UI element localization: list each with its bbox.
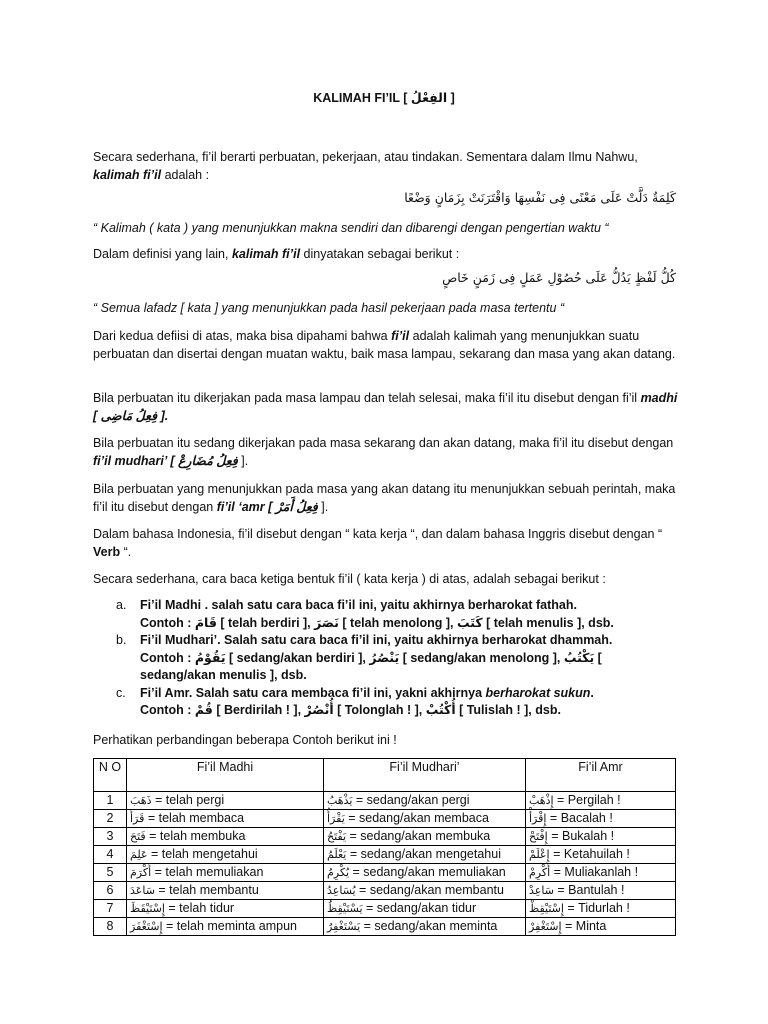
row-number: 7 <box>106 901 114 915</box>
page-title: KALIMAH FI’IL [ الفِعْلُ ] <box>313 91 455 105</box>
comparison-table <box>93 758 676 936</box>
definition-intro-term: kalimah fi’il <box>231 247 301 261</box>
table-cell <box>526 810 676 828</box>
amr-meaning: = Ketahuilah ! <box>549 847 630 861</box>
madhi-meaning: = telah pergi <box>151 793 225 807</box>
list-item-example: Contoh : قَامَ [ telah berdiri ], نَصَرَ [ telah menolong ], كَتَبَ [ telah menulis ], dsb. <box>140 615 614 630</box>
mudhari-meaning: = sedang/akan mengetahui <box>346 847 501 861</box>
list-item-title: Fi’il Madhi . salah satu cara baca fi’il ini, yaitu akhirnya berharokat fathah. <box>140 598 577 612</box>
row-number: 8 <box>106 919 114 933</box>
intro-rest: adalah : <box>161 168 210 182</box>
mudhari-term: fi’il mudhari’ [ فِعِلُ مُضَارِعْ <box>93 454 238 468</box>
mudhari-meaning: = sedang/akan membantu <box>355 883 504 897</box>
amr-arabic: إِسْتَيْقِظْ <box>529 902 564 915</box>
translation-1-text: “ Kalimah ( kata ) yang menunjukkan makna sendiri dan dibarengi dengan pengertian waktu “ <box>93 221 609 235</box>
amr-arabic: إِفْتَحْ <box>529 830 548 843</box>
list-item-title: Fi’il Mudhari’. Salah satu cara baca fi’il ini, yaitu akhirnya berharokat dhammah. <box>140 633 613 647</box>
conclusion-paragraph <box>93 327 678 363</box>
table-row <box>94 900 676 918</box>
row-number: 1 <box>106 793 114 807</box>
row-number: 4 <box>106 847 114 861</box>
intro-paragraph <box>93 148 678 184</box>
amr-arabic: أَكْرِمْ <box>529 866 551 879</box>
indonesian-paragraph <box>93 525 678 561</box>
mudhari-meaning: = sedang/akan meminta <box>360 919 498 933</box>
table-cell <box>127 882 324 900</box>
madhi-term: madhi [ فِعِلُ مَاضِى ]. <box>93 391 678 423</box>
table-row <box>94 882 676 900</box>
table-row <box>94 846 676 864</box>
arabic-definition-2: كُلُّ لَفْظٍ يَدُلُّ عَلَى حُصُوْلِ عَمَلٍ فِى زَمَنٍ خَاصٍ <box>442 270 676 285</box>
madhi-meaning: = telah memuliakan <box>151 865 264 879</box>
intro-text: Secara sederhana, fi’il berarti perbuatan, pekerjaan, atau tindakan. Sementara dalam Ilmu Nahwu, <box>93 150 638 164</box>
mudhari-text: Bila perbuatan itu sedang dikerjakan pada masa sekarang dan akan datang, maka fi’il itu disebut dengan <box>93 436 674 450</box>
mudhari-end: ]. <box>237 454 249 468</box>
conclusion-a: Dari kedua defiisi di atas, maka bisa dipahami bahwa <box>93 329 392 343</box>
table-cell <box>94 846 127 864</box>
amr-meaning: = Muliakanlah ! <box>550 865 639 879</box>
amr-arabic: سَاعِدْ <box>529 884 554 897</box>
madhi-arabic: سَاعَدَ <box>130 884 155 897</box>
header-amr: Fi’il Amr <box>526 759 676 792</box>
table-cell <box>127 864 324 882</box>
table-cell <box>324 828 526 846</box>
list-item <box>116 632 676 685</box>
amr-end: ]. <box>317 500 329 514</box>
list-item-title <box>140 685 676 703</box>
madhi-arabic: ذَهَبَ <box>130 794 152 807</box>
table-cell <box>526 792 676 810</box>
header-mudhari: Fi’il Mudhari’ <box>324 759 526 792</box>
table-row <box>94 810 676 828</box>
amr-meaning: = Bantulah ! <box>553 883 625 897</box>
mudhari-meaning: = sedang/akan memuliakan <box>349 865 506 879</box>
madhi-text: Bila perbuatan itu dikerjakan pada masa lampau dan telah selesai, maka fi’il itu disebut dengan fi’il <box>93 391 641 405</box>
table-cell <box>94 900 127 918</box>
madhi-paragraph <box>93 389 678 425</box>
table-row <box>94 918 676 936</box>
reading-intro: Secara sederhana, cara baca ketiga bentuk fi’il ( kata kerja ) di atas, adalah sebagai berikut : <box>93 572 606 586</box>
table-cell <box>94 792 127 810</box>
madhi-meaning: = telah meminta ampun <box>162 919 297 933</box>
madhi-meaning: = telah membuka <box>145 829 246 843</box>
madhi-arabic: أَكْرَمَ <box>130 866 152 879</box>
list-item-title-a: Fi’il Amr. Salah satu cara membaca fi’il ini, yakni akhirnya <box>140 685 486 700</box>
madhi-arabic: فَتَحَ <box>130 830 146 843</box>
list-marker: a. <box>116 598 127 612</box>
table-cell <box>127 810 324 828</box>
table-cell <box>526 918 676 936</box>
table-row <box>94 792 676 810</box>
list-item-title-end: . <box>590 685 594 700</box>
amr-meaning: = Minta <box>561 919 607 933</box>
translation-2-text: “ Semua lafadz [ kata ] yang menunjukkan pada hasil pekerjaan pada masa tertentu “ <box>93 301 565 315</box>
madhi-arabic: عَلِمَ <box>130 848 148 861</box>
mudhari-arabic: يُسَاعِدُ <box>327 884 356 897</box>
amr-arabic: إِسْتَغْفِرْ <box>529 920 562 933</box>
table-cell <box>94 918 127 936</box>
table-cell <box>94 864 127 882</box>
amr-meaning: = Tidurlah ! <box>563 901 630 915</box>
mudhari-arabic: يُكْرِمُ <box>327 866 350 879</box>
header-no: N O <box>94 759 127 792</box>
table-cell <box>127 792 324 810</box>
madhi-meaning: = telah membantu <box>154 883 259 897</box>
row-number: 2 <box>106 811 114 825</box>
mudhari-meaning: = sedang/akan membuka <box>346 829 491 843</box>
definition-intro-a: Dalam definisi yang lain, <box>93 247 232 261</box>
verb-term: Verb <box>93 545 121 559</box>
mudhari-paragraph <box>93 434 678 470</box>
amr-arabic: إِقْرَأْ <box>529 812 547 825</box>
table-cell <box>526 828 676 846</box>
table-cell <box>526 864 676 882</box>
mudhari-meaning: = sedang/akan tidur <box>362 901 477 915</box>
list-item <box>116 597 676 632</box>
mudhari-arabic: يَسْتَيْقِظُ <box>327 902 363 915</box>
list-marker: b. <box>116 633 127 647</box>
amr-paragraph <box>93 480 678 516</box>
mudhari-meaning: = sedang/akan pergi <box>352 793 470 807</box>
table-cell <box>324 918 526 936</box>
definition-intro-b: dinyatakan sebagai berikut : <box>300 247 460 261</box>
translation-2 <box>93 299 678 317</box>
list-item-example: Contoh : يَقُوْمُ [ sedang/akan berdiri ], يَنْصُرُ [ sedang/akan menolong ], يَكْتُبُ [ sedang/akan menulis ], dsb. <box>140 650 602 682</box>
mudhari-arabic: يَعْلَمُ <box>327 848 347 861</box>
intro-term: kalimah fi’il <box>93 168 162 182</box>
header-madhi: Fi’il Madhi <box>127 759 324 792</box>
mudhari-arabic: يَقْرَأُ <box>327 812 345 825</box>
list-item-example: Contoh : قُمْ [ Berdirilah ! ], أُنْصُرْ [ Tolonglah ! ], أُكْتُبْ [ Tulislah ! ], dsb. <box>140 703 561 717</box>
conclusion-term: fi’il <box>391 329 410 343</box>
list-item <box>116 685 676 720</box>
table-body <box>94 792 676 936</box>
comparison-intro: Perhatikan perbandingan beberapa Contoh berikut ini ! <box>93 733 397 747</box>
indonesian-text: Dalam bahasa Indonesia, fi’il disebut dengan “ kata kerja “, dan dalam bahasa Inggris disebut dengan “ <box>93 527 663 541</box>
table-cell <box>94 882 127 900</box>
reading-list <box>116 597 676 720</box>
amr-meaning: = Bukalah ! <box>547 829 615 843</box>
table-cell <box>94 828 127 846</box>
row-number: 6 <box>106 883 114 897</box>
row-number: 5 <box>106 865 114 879</box>
madhi-arabic: قَرَأَ <box>130 812 145 825</box>
list-item-title-ital: berharokat sukun <box>485 685 591 700</box>
table-cell <box>324 810 526 828</box>
table-cell <box>94 810 127 828</box>
amr-term: fi’il ‘amr [ فِعِلُ أَمَرْ <box>216 500 318 514</box>
madhi-meaning: = telah mengetahui <box>147 847 258 861</box>
table-cell <box>526 900 676 918</box>
table-cell <box>526 846 676 864</box>
table-cell <box>127 900 324 918</box>
list-marker: c. <box>116 685 126 700</box>
amr-meaning: = Pergilah ! <box>553 793 621 807</box>
amr-text: Bila perbuatan yang menunjukkan pada masa yang akan datang itu menunjukkan sebuah perintah, maka fi’il itu disebut dengan <box>93 482 676 514</box>
table-cell <box>324 882 526 900</box>
madhi-meaning: = telah membaca <box>144 811 245 825</box>
table-header-row <box>94 759 676 792</box>
amr-arabic: إِذْهَبْ <box>529 794 554 807</box>
mudhari-arabic: يَفْتَحُ <box>327 830 347 843</box>
translation-1 <box>93 219 678 237</box>
table-cell <box>127 918 324 936</box>
table-row <box>94 828 676 846</box>
table-cell <box>127 828 324 846</box>
table-cell <box>127 846 324 864</box>
conclusion-b: adalah kalimah yang menunjukkan suatu perbuatan dan disertai dengan muatan waktu, baik masa lampau, sekarang dan masa yang akan datang. <box>93 329 676 361</box>
madhi-arabic: إِسْتَيْقَظَ <box>130 902 165 915</box>
mudhari-meaning: = sedang/akan membaca <box>344 811 489 825</box>
table-cell <box>324 864 526 882</box>
indonesian-end: “. <box>120 545 132 559</box>
amr-meaning: = Bacalah ! <box>546 811 613 825</box>
madhi-arabic: إِسْتَغْفَرَ <box>130 920 163 933</box>
table-cell <box>324 792 526 810</box>
mudhari-arabic: يَذْهَبُ <box>327 794 353 807</box>
madhi-meaning: = telah tidur <box>164 901 235 915</box>
table-cell <box>324 900 526 918</box>
table-cell <box>526 882 676 900</box>
amr-arabic: إِعْلَمْ <box>529 848 550 861</box>
table-row <box>94 864 676 882</box>
definition-intro <box>93 245 678 263</box>
arabic-definition-1: كَلِمَةٌ دَلَّتْ عَلَى مَعْنًى فِى نَفْسِهَا وَاقْتَرَنَتْ بِزَمَانٍ وَضْعًا <box>404 190 676 205</box>
table-cell <box>324 846 526 864</box>
row-number: 3 <box>106 829 114 843</box>
mudhari-arabic: يَسْتَغْفِرُ <box>327 920 361 933</box>
